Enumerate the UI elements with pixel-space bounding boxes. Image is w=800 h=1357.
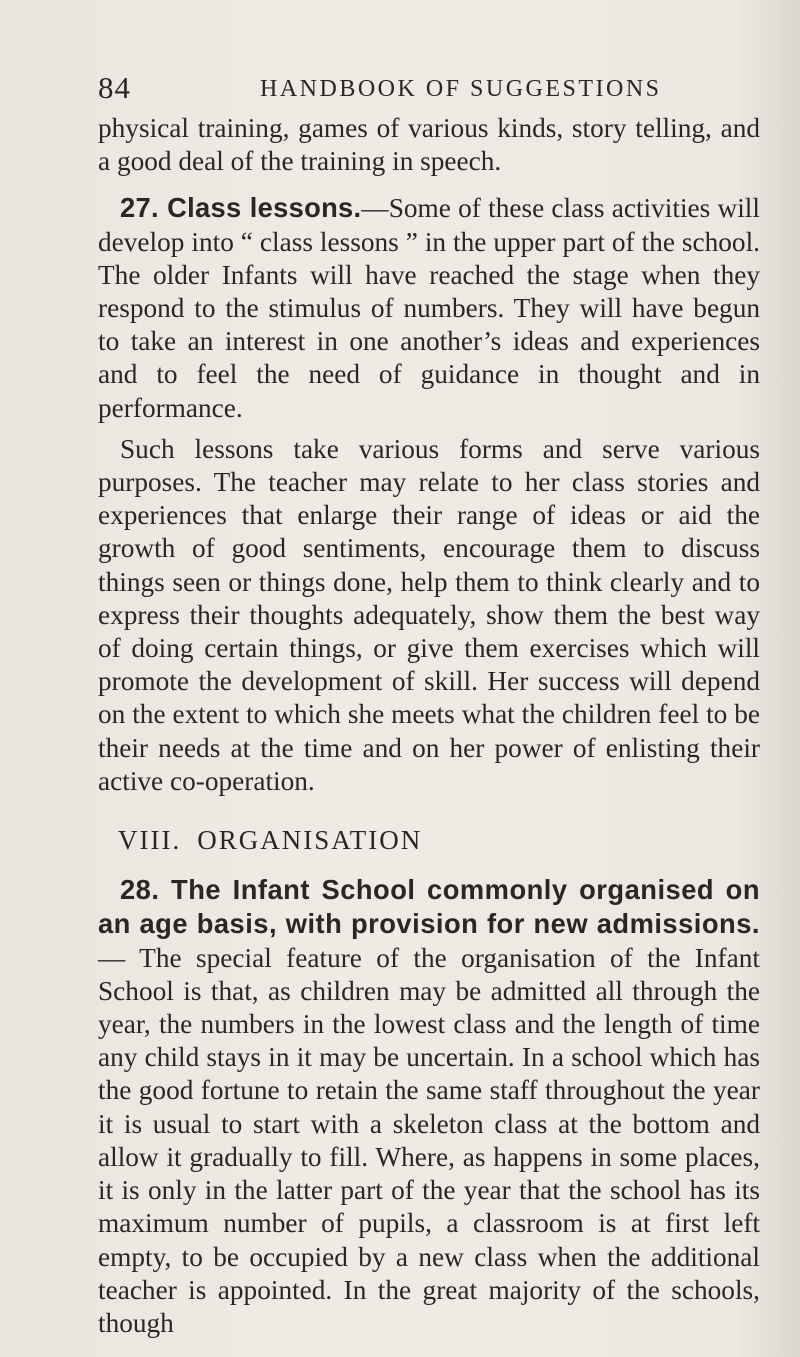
- paragraph-27-continued: Such lessons take various forms and serve various purposes. The teacher may relate to her class stories and experiences that enlarge their range of ideas or aid the growth of good sentiments, encourage them to discuss things seen or things done, help them to think clearly and to express their thoughts adequately, show them the best way of doing certain things, or give them exercises which will promote the development of skill. Her success will depend on the extent to which she meets what the children feel to be their needs at the time and on her power of enlisting their active co-operation.: [98, 433, 760, 796]
- paragraph-28-heading: 28. The Infant School commonly organised on an age basis, with provision for new admissions.: [98, 874, 760, 940]
- paragraph-27-heading: 27. Class lessons.: [120, 192, 362, 224]
- section-numeral: VIII.: [118, 825, 182, 856]
- section-title: ORGANISATION: [197, 825, 423, 856]
- page-body: [98, 112, 760, 1340]
- page-header: [98, 70, 758, 110]
- paragraph-27: [98, 191, 760, 424]
- running-head: HANDBOOK OF SUGGESTIONS: [260, 76, 662, 102]
- paragraph-28-text: — The special feature of the organisation of the Infant School is that, as children may be admitted all through the year, the numbers in the lowest class and the length of time any child stays in it may be uncertain. In a school which has the good fortune to retain the same staff throughout the year it is usual to start with a skeleton class at the bottom and allow it gradually to fill. Where, as happens in some places, it is only in the latter part of the year that the school has its maximum number of pupils, a classroom is at first left empty, to be occupied by a new class when the additional teacher is appointed. In the great majority of the schools, though: [98, 942, 760, 1338]
- intro-paragraph: physical training, games of various kinds, story telling, and a good deal of the training in speech.: [98, 113, 760, 177]
- paragraph-27-text: —Some of these class activities will develop into “ class lessons ” in the upper part of the school. The older Infants will have reached the stage when they respond to the stimulus of numbers. They will have begun to take an interest in one another’s ideas and experiences and to feel the need of guidance in thought and in performance.: [98, 193, 760, 423]
- section-heading: [98, 824, 760, 857]
- page-number: 84: [98, 70, 131, 105]
- paragraph-28: [98, 873, 760, 1340]
